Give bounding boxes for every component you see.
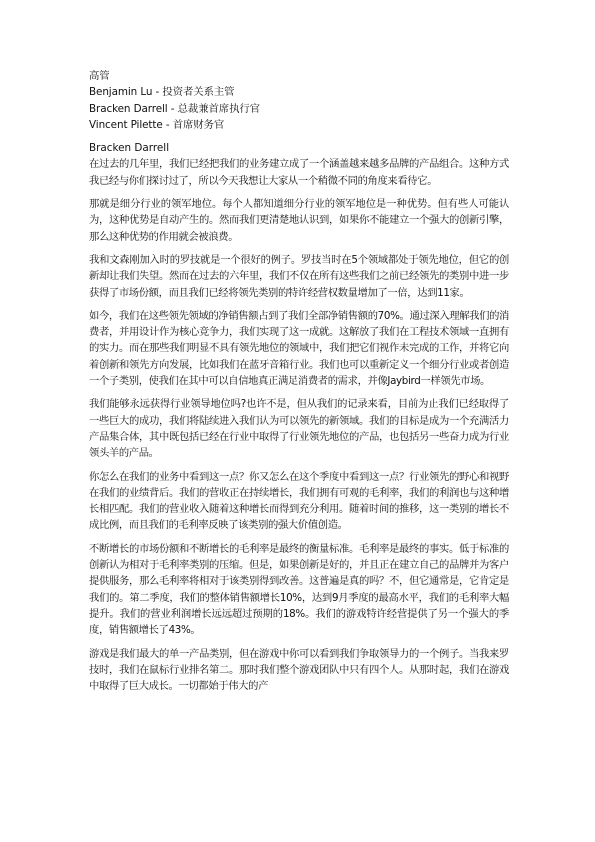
executive-line: Vincent Pilette - 首席财务官 <box>89 118 225 131</box>
document-page <box>89 68 509 701</box>
paragraph: 在过去的几年里，我们已经把我们的业务建立成了一个涵盖越来越多品牌的产品组合。这种方式我已经与你们探讨过了，所以今天我想让大家从一个稍微不同的角度来看待它。 <box>89 158 509 187</box>
executives-header <box>89 68 509 133</box>
paragraph: 我们能够永远获得行业领导地位吗?也许不是，但从我们的记录来看，目前为止我们已经取得了一些巨大的成功，我们将陆续进入我们认为可以领先的新领域。我们的目标是成为一个充满活力产品集合体，其中既包括已经在行业中取得了行业领先地位的产品，也包括另一些奋力成为行业领头羊的产品。 <box>89 398 509 460</box>
speaker-name: Bracken Darrell <box>89 142 170 155</box>
paragraph: 如今，我们在这些领先领域的净销售额占到了我们全部净销售额的70%。通过深入理解我们的消费者，并用设计作为核心竞争力，我们实现了这一成就。这解放了我们在工程技术领域一直拥有的实力。而在那些我们明显不具有领先地位的领域中，我们把它们视作未完成的工作，并将它向着创新和领先方向发展，比如我们在蓝牙音箱行业。我们也可以重新定义一个细分行业或者创造一个子类别，使我们在其中可以自信地真正满足消费者的需求，并像Jaybird一样领先市场。 <box>89 309 509 388</box>
section-title: 高管 <box>89 70 110 82</box>
paragraph: 不断增长的市场份额和不断增长的毛利率是最终的衡量标准。毛利率是最终的事实。低于标准的创新认为相对于毛利率类别的压缩。但是，如果创新是好的，并且正在建立自己的品牌并为客户提供服务，那么毛利率将相对于该类别得到改善。这普遍是真的吗？不，但它通常是，它肯定是我们的。第二季度，我们的整体销售额增长10%，达到9月季度的最高水平，我们的毛利率大幅提升。我们的营业利润增长远远超过预期的18%。我们的游戏特许经营提供了另一个强大的季度，销售额增长了43%。 <box>89 542 509 637</box>
executive-line: Bracken Darrell - 总裁兼首席执行官 <box>89 102 260 115</box>
executive-line: Benjamin Lu - 投资者关系主管 <box>89 86 235 99</box>
paragraph: 你怎么在我们的业务中看到这一点？你又怎么在这个季度中看到这一点？行业领先的野心和视野在我们的业绩背后。我们的营收正在持续增长，我们拥有可观的毛利率，我们的利润也与这种增长相匹配。我们的营业收入随着这种增长而得到充分利用。随着时间的推移，这一类别的增长不成比例，而且我们的毛利率反映了该类别的强大价值创造。 <box>89 470 509 532</box>
paragraph: 游戏是我们最大的单一产品类别，但在游戏中你可以看到我们争取领导力的一个例子。当我来罗技时，我们在鼠标行业排名第二。那时我们整个游戏团队中只有四个人。从那时起，我们在游戏中取得了巨大成长。一切都始于伟大的产 <box>89 647 509 693</box>
paragraph: 那就是细分行业的领军地位。每个人都知道细分行业的领军地位是一种优势。但有些人可能认为，这种优势是自动产生的。然而我们更清楚地认识到，如果你不能建立一个强大的创新引擎，那么这种优势的作用就会被浪费。 <box>89 198 509 243</box>
paragraph: 我和文森刚加入时的罗技就是一个很好的例子。罗技当时在5个领域都处于领先地位，但它的创新却让我们失望。然而在过去的六年里，我们不仅在所有这些我们之前已经领先的类别中进一步获得了市场份额，而且我们已经将领先类别的特许经营权数量增加了一倍，达到11家。 <box>89 253 509 299</box>
